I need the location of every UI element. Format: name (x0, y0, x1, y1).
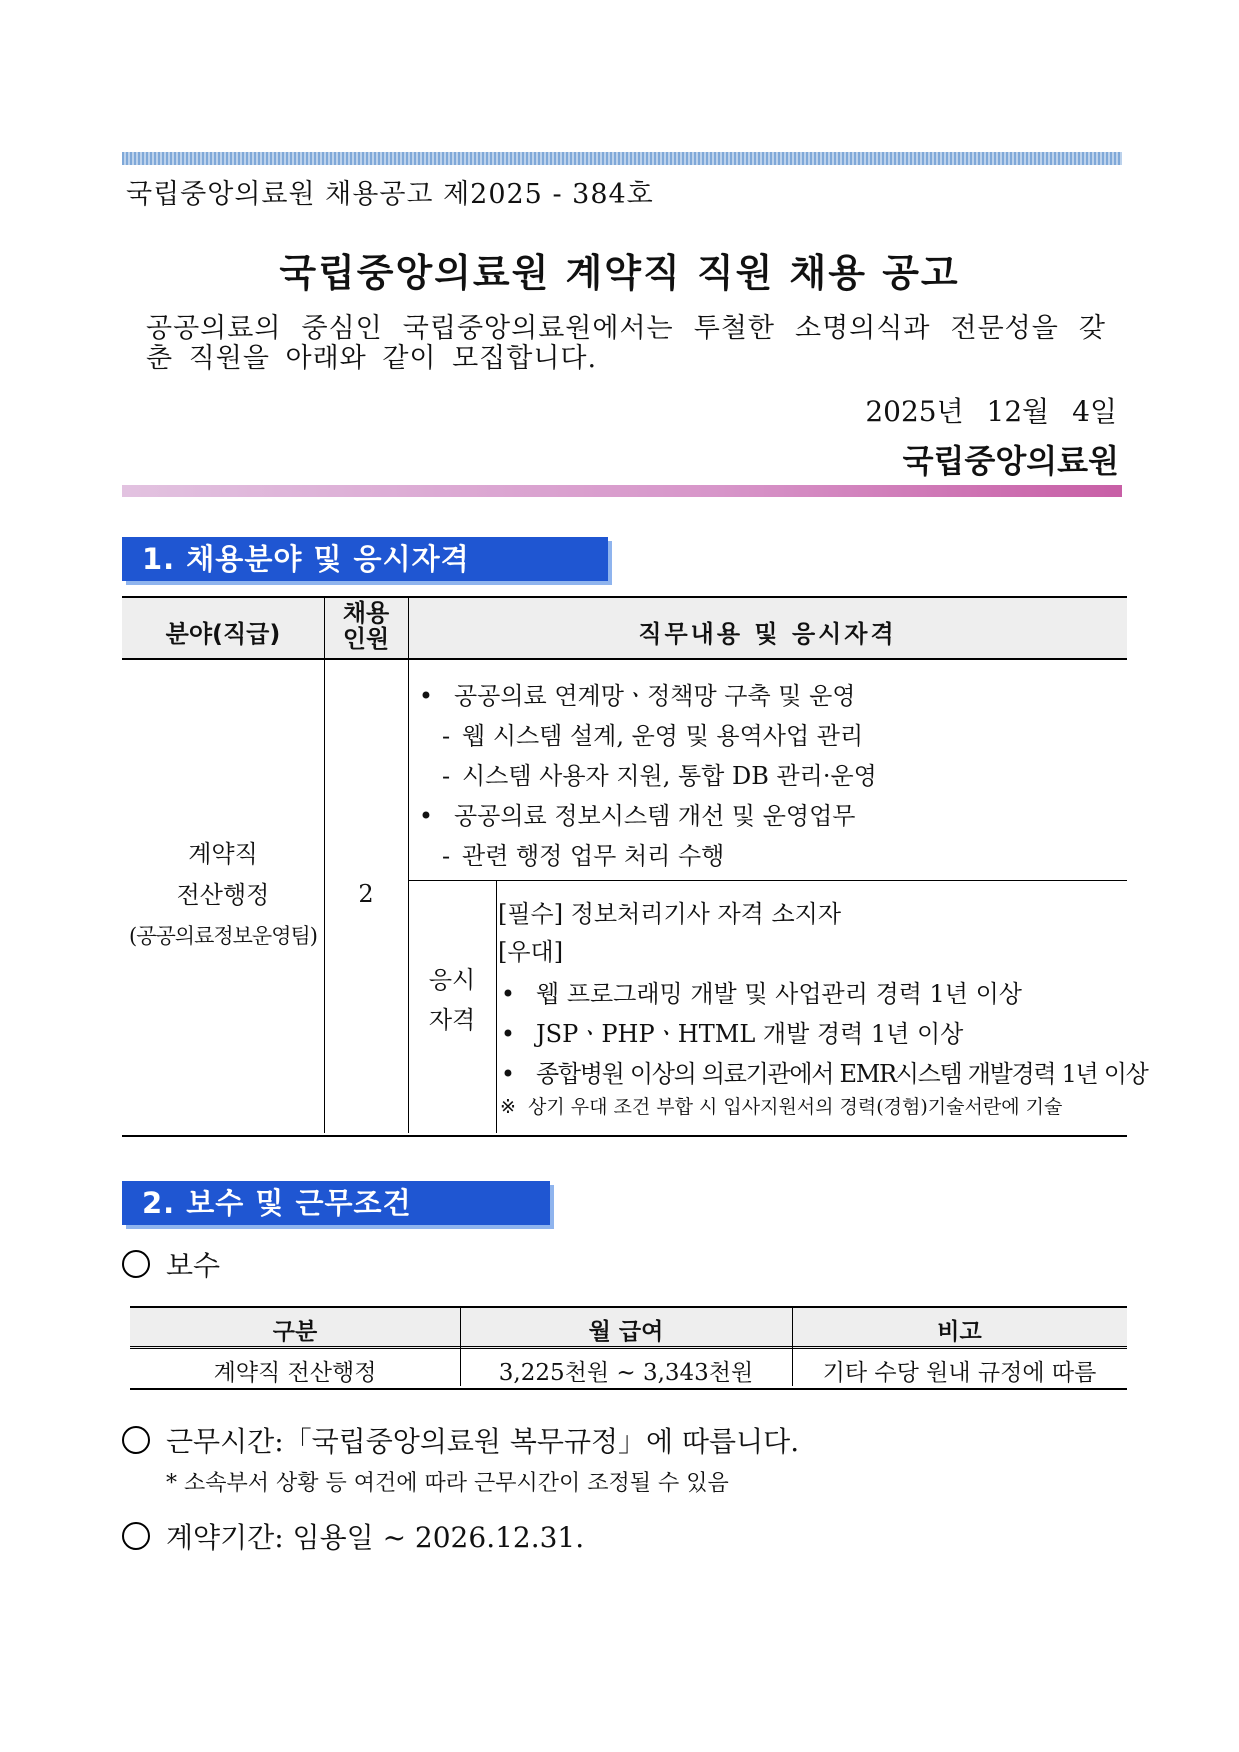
header-duties: 직무내용 및 응시자격 (638, 620, 897, 648)
duty-item: - 시스템 사용자 지원, 통합 DB 관리·운영 (441, 762, 877, 790)
preferred-item: • 웹 프로그래밍 개발 및 사업관리 경력 1년 이상 (500, 980, 1022, 1008)
required-qualification: [필수] 정보처리기사 자격 소지자 (498, 900, 842, 928)
work-hours-note: * 소속부서 상황 등 여건에 따라 근무시간이 조정될 수 있음 (166, 1471, 729, 1496)
preferred-label: [우대] (498, 938, 564, 966)
preferred-item: • JSPㆍPHPㆍHTML 개발 경력 1년 이상 (500, 1020, 964, 1048)
announcement-date: 2025년 12월 4일 (865, 395, 1117, 428)
duty-item: - 관련 행정 업무 처리 수행 (441, 842, 725, 870)
recruitment-table (122, 596, 1148, 1137)
grid-line (408, 880, 1127, 881)
notice-number: 국립중앙의료원 채용공고 제2025 - 384호 (126, 179, 654, 210)
circle-bullet-icon (122, 1250, 150, 1278)
section-1-heading: 1. 채용분야 및 응시자격 (122, 537, 608, 581)
duty-item: - 웹 시스템 설계, 운영 및 용역사업 관리 (441, 722, 864, 750)
header-field: 분야(직급) (165, 620, 281, 648)
pay-cell-category: 계약직 전산행정 (213, 1360, 377, 1386)
pay-header-salary: 월 급여 (588, 1319, 664, 1345)
duty-item: • 공공의료 정보시스템 개선 및 운영업무 (418, 802, 856, 830)
qualification-label: 응시 자격 (428, 966, 476, 1034)
preferred-note: ※ 상기 우대 조건 부합 시 입사지원서의 경력(경험)기술서란에 기술 (500, 1096, 1063, 1118)
header-headcount: 채용 인원 (342, 599, 390, 653)
intro-paragraph: 공공의료의 중심인 국립중앙의료원에서는 투철한 소명의식과 전문성을 갖춘 직원을 아래와 같이 모집합니다. (146, 313, 1106, 374)
duty-item: • 공공의료 연계망ㆍ정책망 구축 및 운영 (418, 682, 856, 710)
page-title: 국립중앙의료원 계약직 직원 채용 공고 (279, 251, 960, 295)
pay-cell-salary: 3,225천원 ~ 3,343천원 (498, 1360, 754, 1386)
pay-cell-remarks: 기타 수당 원내 규정에 따름 (822, 1360, 1097, 1386)
circle-bullet-icon (122, 1426, 150, 1454)
circle-bullet-icon (122, 1522, 150, 1550)
pay-header-remarks: 비고 (937, 1319, 982, 1345)
job-category: 계약직 전산행정 (공공의료정보운영팀) (129, 840, 317, 948)
header-bottom-bar (122, 485, 1122, 497)
pay-label: 보수 (122, 1244, 220, 1284)
grid-line (408, 598, 409, 1133)
header-top-bar (122, 152, 1122, 165)
grid-line (496, 880, 497, 1133)
contract-period: 계약기간: 임용일 ~ 2026.12.31. (122, 1516, 584, 1556)
work-hours: 근무시간:「국립중앙의료원 복무규정」에 따릅니다. (122, 1420, 799, 1460)
grid-line (324, 598, 325, 1133)
section-2-heading: 2. 보수 및 근무조건 (122, 1181, 550, 1225)
headcount-value: 2 (358, 880, 374, 908)
organization-name: 국립중앙의료원 (902, 442, 1119, 480)
pay-header-category: 구분 (272, 1319, 318, 1345)
pay-table (130, 1306, 1127, 1390)
preferred-item: • 종합병원 이상의 의료기관에서 EMR시스템 개발경력 1년 이상 (500, 1060, 1148, 1088)
